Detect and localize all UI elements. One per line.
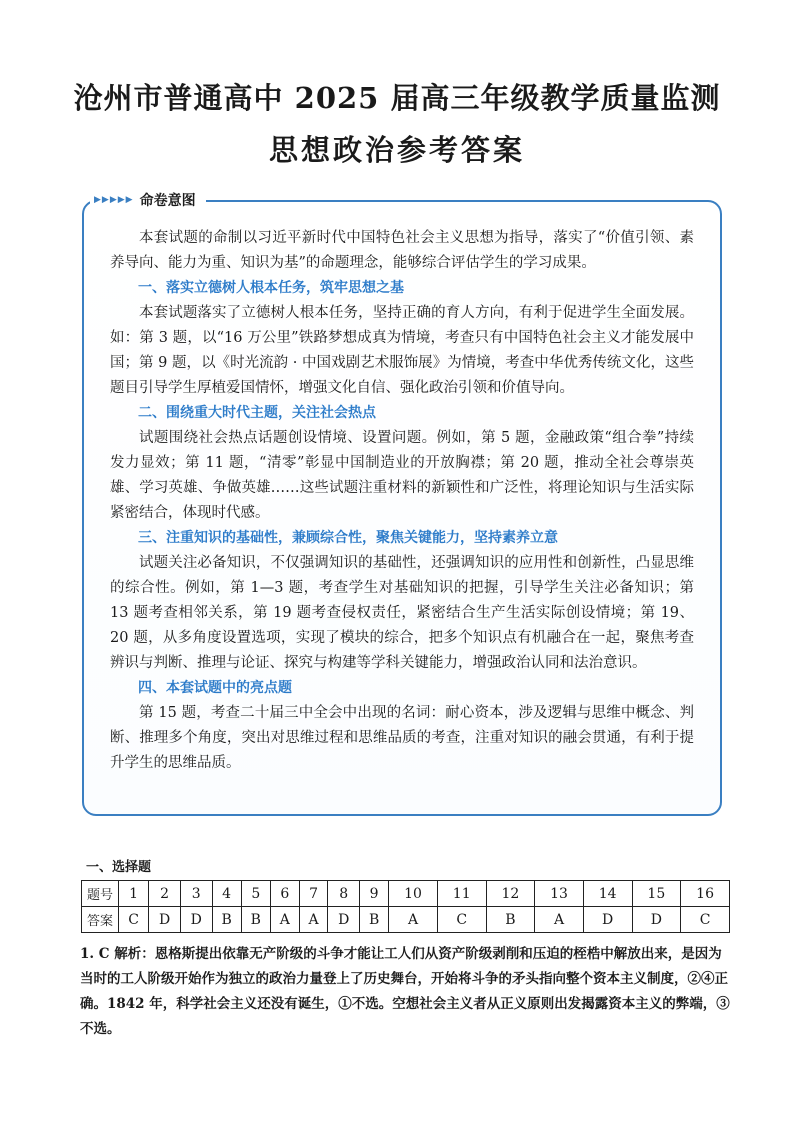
answer-cell: D	[180, 907, 212, 933]
question-number: 6	[270, 881, 299, 907]
question-number: 12	[486, 881, 535, 907]
answer-cell: C	[437, 907, 486, 933]
explanation-label: 1. C	[80, 946, 110, 962]
answer-cell: B	[241, 907, 270, 933]
question-number: 2	[149, 881, 181, 907]
answer-cell: D	[632, 907, 681, 933]
intent-heading: 二、围绕重大时代主题，关注社会热点	[138, 405, 376, 421]
question-number: 14	[583, 881, 632, 907]
question-number: 10	[389, 881, 438, 907]
table-row	[82, 907, 730, 933]
question-number: 9	[360, 881, 389, 907]
intent-paragraph: 本套试题落实了立德树人根本任务，坚持正确的育人方向，有利于促进学生全面发展。如：第 3 题，以“16 万公里”铁路梦想成真为情境，考查只有中国特色社会主义才能发展中国；第 9 题，以《时光流韵 · 中国戏剧艺术服饰展》为情境，考查中华优秀传统文化，这些题目引导学生厚植爱国情怀，增强文化自信、强化政治引领和价值导向。	[110, 305, 694, 396]
intent-tab	[90, 188, 206, 212]
intent-tab-label: 命卷意图	[139, 193, 196, 209]
answer-cell: B	[360, 907, 389, 933]
intent-paragraph: 试题关注必备知识，不仅强调知识的基础性，还强调知识的应用性和创新性，凸显思维的综合性。例如，第 1—3 题，考查学生对基础知识的把握，引导学生关注必备知识；第 13 题考查相邻关系，第 19 题考查侵权责任，紧密结合生产生活实际创设情境；第 19、20 题，从多角度设置选项，实现了模块的综合，把多个知识点有机融合在一起，聚焦考查辨识与判断、推理与论证、探究与构建等学科关键能力，增强政治认同和法治意识。	[110, 555, 694, 671]
intent-heading: 三、注重知识的基础性，兼顾综合性，聚焦关键能力，坚持素养立意	[138, 530, 558, 546]
row-label-answer: 答案	[82, 907, 119, 933]
answer-cell: A	[389, 907, 438, 933]
question-number: 5	[241, 881, 270, 907]
table-row	[82, 881, 730, 907]
intent-content	[110, 226, 694, 776]
question-number: 15	[632, 881, 681, 907]
intent-intro: 本套试题的命制以习近平新时代中国特色社会主义思想为指导，落实了“价值引领、素养导向、能力为重、知识为基”的命题理念，能够综合评估学生的学习成果。	[110, 230, 694, 271]
answer-cell: C	[681, 907, 730, 933]
intent-paragraph: 试题围绕社会热点话题创设情境、设置问题。例如，第 5 题，金融政策“组合拳”持续发力显效；第 11 题，“清零”彰显中国制造业的开放胸襟；第 20 题，推动全社会尊崇英雄、学习英雄、争做英雄……这些试题注重材料的新颖性和广泛性，将理论知识与生活实际紧密结合，体现时代感。	[110, 430, 694, 521]
question-number: 11	[437, 881, 486, 907]
question-number: 4	[212, 881, 241, 907]
question-number: 1	[119, 881, 149, 907]
answer-cell: C	[119, 907, 149, 933]
row-label-number: 题号	[82, 881, 119, 907]
question-number: 13	[535, 881, 584, 907]
answer-cell: B	[486, 907, 535, 933]
page-subtitle: 思想政治参考答案	[268, 133, 525, 167]
intent-paragraph: 第 15 题，考查二十届三中全会中出现的名词：耐心资本，涉及逻辑与思维中概念、判断、推理多个角度，突出对思维过程和思维品质的考查，注重对知识的融会贯通，有利于提升学生的思维品质。	[110, 705, 694, 771]
answer-cell: A	[299, 907, 328, 933]
page-title: 沧州市普通高中 2025 届高三年级教学质量监测	[73, 81, 721, 115]
explanation-text: 解析：恩格斯提出依靠无产阶级的斗争才能让工人们从资产阶级剥削和压迫的桎梏中解放出来，是因为当时的工人阶级开始作为独立的政治力量登上了历史舞台，开始将斗争的矛头指向整个资本主义制度，②④正确。1842 年，科学社会主义还没有诞生，①不选。空想社会主义者从正义原则出发揭露资本主义的弊端，③不选。	[80, 946, 730, 1037]
question-number: 16	[681, 881, 730, 907]
question-number: 8	[328, 881, 360, 907]
intent-heading: 四、本套试题中的亮点题	[138, 680, 292, 696]
question-number: 7	[299, 881, 328, 907]
question-number: 3	[180, 881, 212, 907]
arrow-decoration-icon: ▶▶▶▶▶	[94, 195, 134, 205]
explanation-1	[80, 942, 732, 1042]
answer-table	[81, 880, 730, 933]
answer-cell: D	[328, 907, 360, 933]
intent-heading: 一、落实立德树人根本任务，筑牢思想之基	[138, 280, 404, 296]
answer-cell: B	[212, 907, 241, 933]
answer-cell: A	[270, 907, 299, 933]
answer-cell: A	[535, 907, 584, 933]
answer-cell: D	[149, 907, 181, 933]
answer-cell: D	[583, 907, 632, 933]
section-title: 一、选择题	[86, 860, 152, 875]
